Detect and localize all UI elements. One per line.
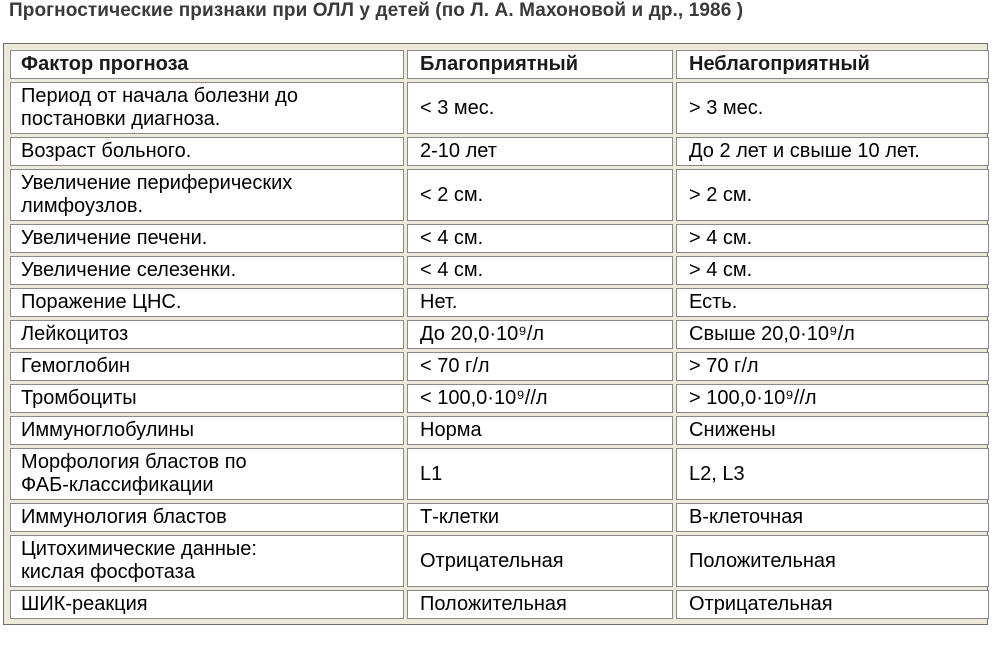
factor-cell <box>10 416 404 445</box>
favorable-cell: До 20,0·10⁹/л <box>407 320 673 349</box>
factor-line: Поражение ЦНС. <box>21 291 182 313</box>
table-row <box>10 590 989 619</box>
unfavorable-cell: > 3 мес. <box>676 82 989 134</box>
table-row <box>10 288 989 317</box>
factor-cell <box>10 503 404 532</box>
factor-cell <box>10 352 404 381</box>
favorable-cell: < 4 см. <box>407 256 673 285</box>
factor-line: кислая фосфотаза <box>21 561 195 583</box>
factor-cell <box>10 137 404 166</box>
unfavorable-cell: Есть. <box>676 288 989 317</box>
favorable-cell: < 3 мес. <box>407 82 673 134</box>
table-row <box>10 137 989 166</box>
table-row <box>10 535 989 587</box>
factor-line: Иммунология бластов <box>21 506 227 528</box>
factor-cell <box>10 384 404 413</box>
factor-line: Иммуноглобулины <box>21 419 194 441</box>
factor-line: Возраст больного. <box>21 140 192 162</box>
unfavorable-cell: > 70 г/л <box>676 352 989 381</box>
favorable-cell: < 2 см. <box>407 169 673 221</box>
factor-line: Период от начала болезни до <box>21 85 298 107</box>
factor-cell <box>10 288 404 317</box>
factor-cell <box>10 224 404 253</box>
unfavorable-cell: Отрицательная <box>676 590 989 619</box>
favorable-cell: < 70 г/л <box>407 352 673 381</box>
factor-line: лимфоузлов. <box>21 195 144 217</box>
favorable-cell: < 100,0·10⁹//л <box>407 384 673 413</box>
unfavorable-cell: Снижены <box>676 416 989 445</box>
factor-line: Тромбоциты <box>21 387 137 409</box>
header-unfavorable: Неблагоприятный <box>676 50 989 79</box>
factor-line: Увеличение печени. <box>21 227 208 249</box>
unfavorable-cell: > 4 см. <box>676 224 989 253</box>
factor-line: Увеличение селезенки. <box>21 259 237 281</box>
table-row <box>10 503 989 532</box>
factor-cell <box>10 82 404 134</box>
table-row <box>10 320 989 349</box>
header-factor: Фактор прогноза <box>10 50 404 79</box>
factor-line: Увеличение периферических <box>21 172 293 194</box>
unfavorable-cell: L2, L3 <box>676 448 989 500</box>
favorable-cell: < 4 см. <box>407 224 673 253</box>
table-row <box>10 384 989 413</box>
prognosis-table <box>7 47 992 622</box>
factor-line: ФАБ-классификации <box>21 474 214 496</box>
table-row <box>10 448 989 500</box>
table-row <box>10 224 989 253</box>
unfavorable-cell: До 2 лет и свыше 10 лет. <box>676 137 989 166</box>
favorable-cell: L1 <box>407 448 673 500</box>
unfavorable-cell: Положительная <box>676 535 989 587</box>
factor-cell <box>10 535 404 587</box>
table-row <box>10 82 989 134</box>
favorable-cell: Положительная <box>407 590 673 619</box>
header-row <box>10 50 989 79</box>
favorable-cell: 2-10 лет <box>407 137 673 166</box>
table-row <box>10 169 989 221</box>
factor-cell <box>10 448 404 500</box>
factor-line: ШИК-реакция <box>21 593 148 615</box>
favorable-cell: Норма <box>407 416 673 445</box>
favorable-cell: Нет. <box>407 288 673 317</box>
favorable-cell: Т-клетки <box>407 503 673 532</box>
unfavorable-cell: В-клеточная <box>676 503 989 532</box>
header-favorable: Благоприятный <box>407 50 673 79</box>
factor-line: постановки диагноза. <box>21 108 221 130</box>
unfavorable-cell: Свыше 20,0·10⁹/л <box>676 320 989 349</box>
unfavorable-cell: > 4 см. <box>676 256 989 285</box>
prognosis-table-frame <box>3 43 988 625</box>
factor-line: Цитохимические данные: <box>21 538 257 560</box>
factor-cell <box>10 320 404 349</box>
factor-cell <box>10 256 404 285</box>
factor-cell <box>10 590 404 619</box>
page-title: Прогностические признаки при ОЛЛ у детей (по Л. А. Махоновой и др., 1986 ) <box>9 0 744 21</box>
factor-line: Гемоглобин <box>21 355 131 377</box>
table-row <box>10 256 989 285</box>
favorable-cell: Отрицательная <box>407 535 673 587</box>
factor-line: Морфология бластов по <box>21 451 247 473</box>
factor-line: Лейкоцитоз <box>21 323 129 345</box>
unfavorable-cell: > 2 см. <box>676 169 989 221</box>
table-row <box>10 352 989 381</box>
unfavorable-cell: > 100,0·10⁹//л <box>676 384 989 413</box>
table-row <box>10 416 989 445</box>
factor-cell <box>10 169 404 221</box>
